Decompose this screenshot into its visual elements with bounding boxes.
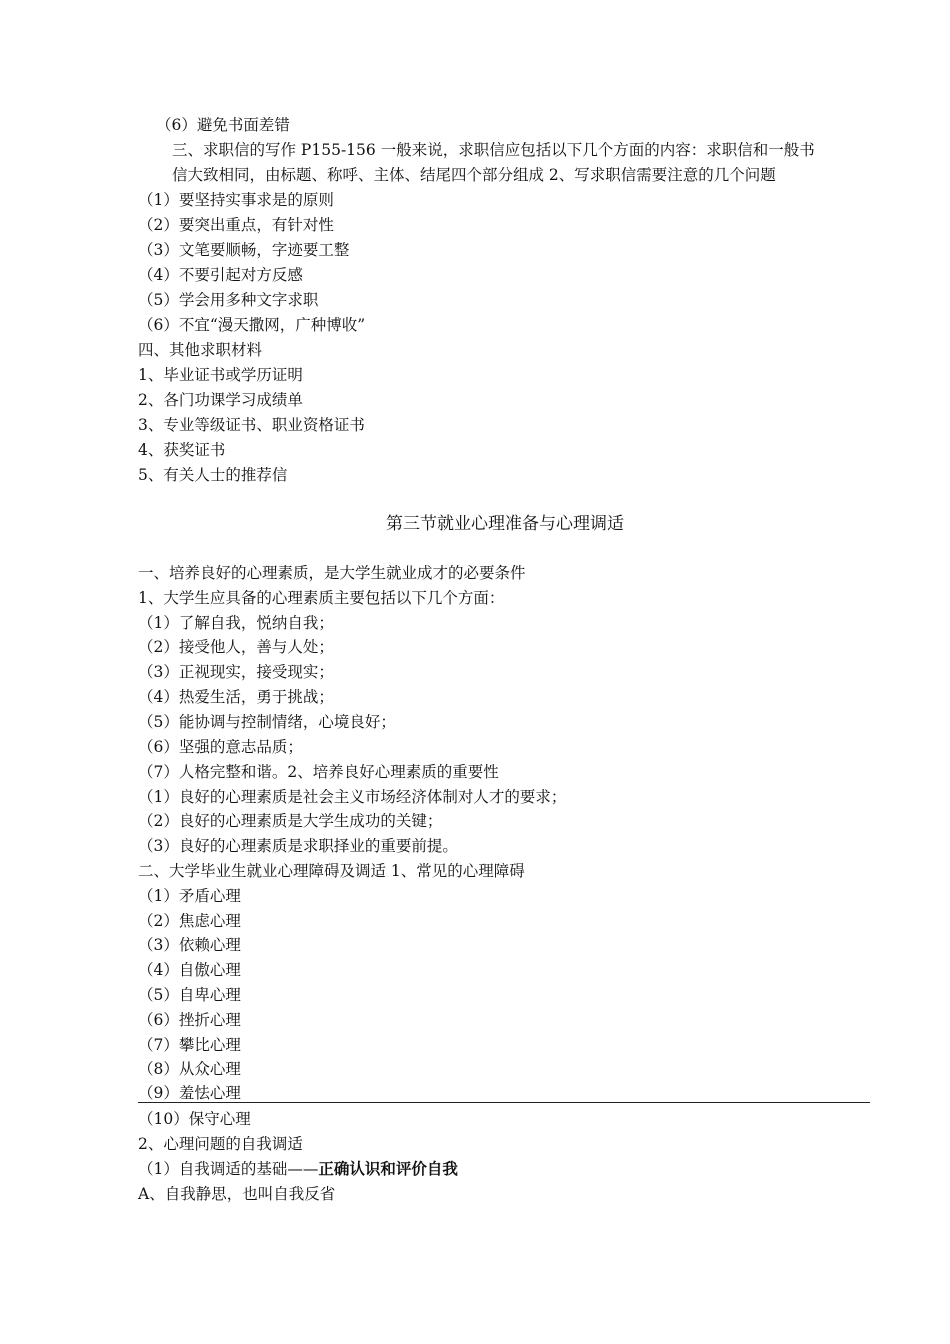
para-cover-letter-line2: 信大致相同，由标题、称呼、主体、结尾四个部分组成 2、写求职信需要注意的几个问题 bbox=[172, 166, 776, 184]
adjustment-basis-line bbox=[138, 1157, 458, 1181]
body-line: （3）正视现实，接受现实； bbox=[138, 663, 334, 681]
other-material-item: 5、有关人士的推荐信 bbox=[138, 466, 288, 484]
item-avoid-errors: （6）避免书面差错 bbox=[156, 116, 290, 134]
body-line: （1）良好的心理素质是社会主义市场经济体制对人才的要求； bbox=[138, 788, 567, 806]
body-line: （2）接受他人，善与人处； bbox=[138, 638, 334, 656]
body-line: （5）能协调与控制情绪，心境良好； bbox=[138, 713, 396, 731]
body-line: 一、培养良好的心理素质，是大学生就业成才的必要条件 bbox=[138, 564, 526, 582]
body-line: （8）从众心理 bbox=[138, 1060, 241, 1078]
note-item: （4）不要引起对方反感 bbox=[138, 266, 303, 284]
other-materials-heading: 四、其他求职材料 bbox=[138, 341, 263, 359]
note-item: （1）要坚持实事求是的原则 bbox=[138, 191, 334, 209]
other-material-item: 4、获奖证书 bbox=[138, 441, 226, 459]
body-line: （6）挫折心理 bbox=[138, 1011, 241, 1029]
body-line: （6）坚强的意志品质； bbox=[138, 738, 303, 756]
note-item: （3）文笔要顺畅，字迹要工整 bbox=[138, 241, 350, 259]
adjustment-basis-emphasis: 正确认识和评价自我 bbox=[318, 1160, 458, 1178]
para-cover-letter-line1: 三、求职信的写作 P155-156 一般来说，求职信应包括以下几个方面的内容：求职信和一般书 bbox=[172, 141, 815, 159]
body-line: （2）良好的心理素质是大学生成功的关键； bbox=[138, 812, 443, 830]
body-line: A、自我静思，也叫自我反省 bbox=[138, 1185, 336, 1203]
other-material-item: 3、专业等级证书、职业资格证书 bbox=[138, 416, 365, 434]
body-line: （7）人格完整和谐。2、培养良好心理素质的重要性 bbox=[138, 763, 499, 781]
other-material-item: 2、各门功课学习成绩单 bbox=[138, 391, 303, 409]
horizontal-rule bbox=[138, 1102, 870, 1103]
body-line: （3）良好的心理素质是求职择业的重要前提。 bbox=[138, 837, 458, 855]
body-line: （5）自卑心理 bbox=[138, 986, 241, 1004]
note-item: （2）要突出重点，有针对性 bbox=[138, 216, 334, 234]
body-line: （3）依赖心理 bbox=[138, 936, 241, 954]
other-material-item: 1、毕业证书或学历证明 bbox=[138, 366, 303, 384]
body-line: （1）了解自我，悦纳自我； bbox=[138, 614, 334, 632]
adjustment-basis-prefix: （1）自我调适的基础—— bbox=[138, 1160, 319, 1178]
body-line: （2）焦虑心理 bbox=[138, 912, 241, 930]
body-line: （4）自傲心理 bbox=[138, 961, 241, 979]
body-line: 二、大学毕业生就业心理障碍及调适 1、常见的心理障碍 bbox=[138, 862, 525, 880]
body-line: （1）矛盾心理 bbox=[138, 887, 241, 905]
section-title: 第三节就业心理准备与心理调适 bbox=[386, 514, 624, 534]
body-line: （9）羞怯心理 bbox=[138, 1084, 241, 1102]
adjustment-heading: 2、心理问题的自我调适 bbox=[138, 1135, 303, 1153]
body-line: （7）攀比心理 bbox=[138, 1036, 241, 1054]
note-item: （6）不宜“漫天撒网，广种博收” bbox=[138, 316, 366, 334]
body-line: 1、大学生应具备的心理素质主要包括以下几个方面： bbox=[138, 589, 505, 607]
body-line: （10）保守心理 bbox=[138, 1110, 251, 1128]
body-line: （4）热爱生活，勇于挑战； bbox=[138, 688, 334, 706]
note-item: （5）学会用多种文字求职 bbox=[138, 291, 319, 309]
